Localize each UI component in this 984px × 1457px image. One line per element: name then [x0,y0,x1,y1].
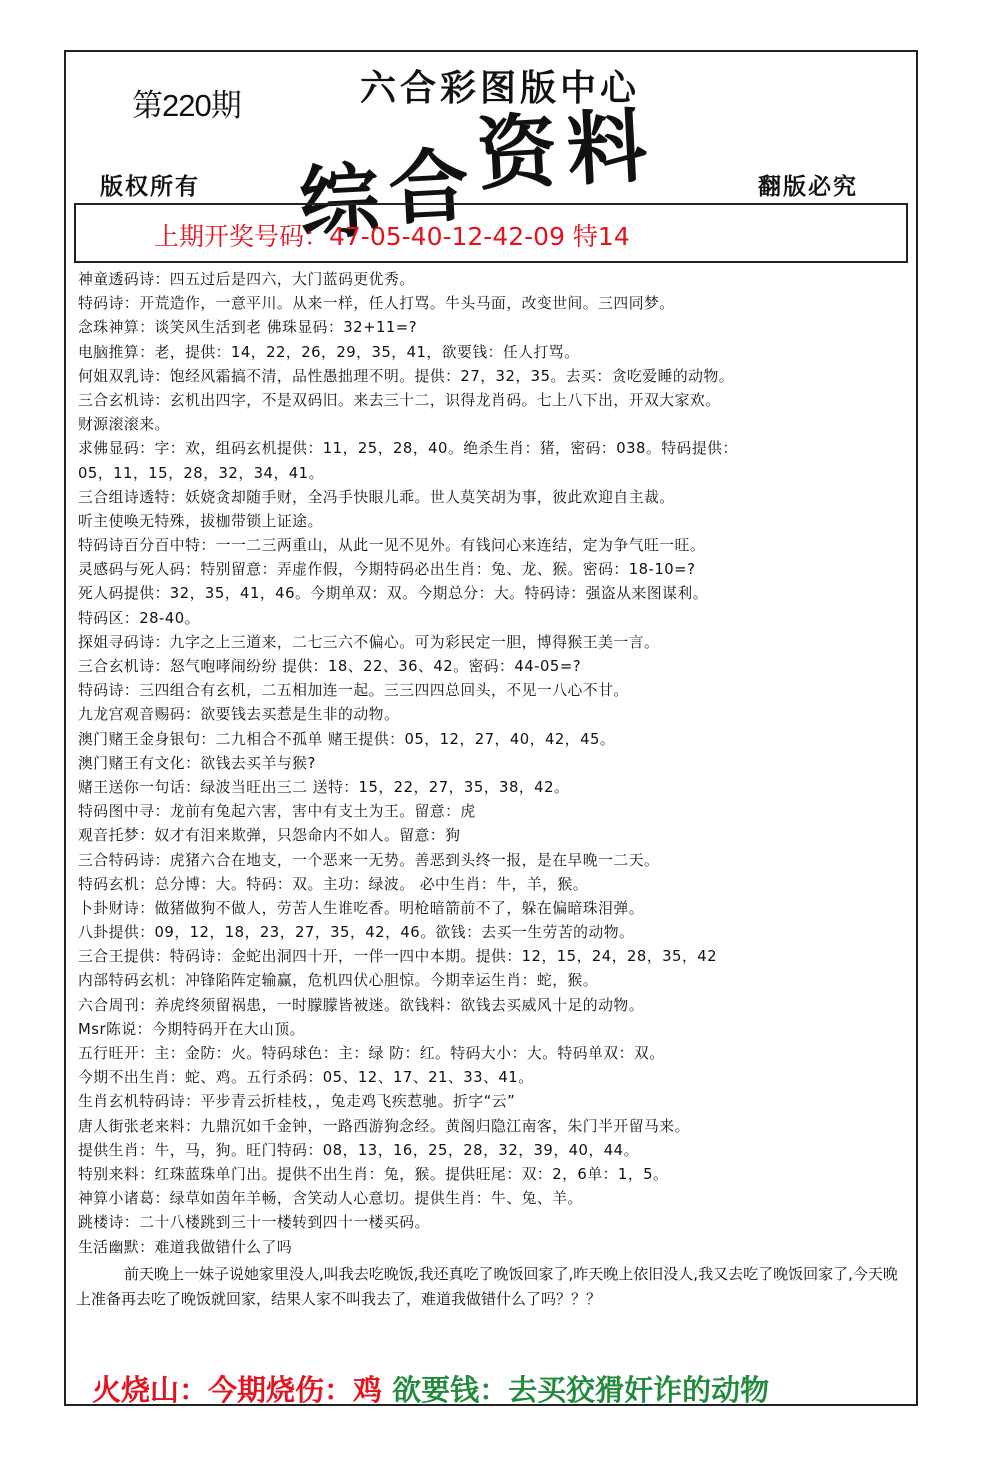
issue-number: 第220期 [132,88,241,123]
content-lines [78,268,914,1260]
footer-red-text: 火烧山：今期烧伤：鸡 [92,1373,393,1407]
piracy-warning-label: 翻版必究 [758,173,858,200]
big-title-char-4: 料 [564,98,660,197]
content-line: 念珠神算：谈笑风生活到老 佛珠显码：32+11=? [78,319,418,337]
content-line: 卜卦财诗：做猪做狗不做人，劳苦人生谁吃香。明枪暗箭前不了，躲在偏暗珠泪弹。 [78,899,644,917]
content-line: 灵感码与死人码：特别留意：弄虚作假，今期特码必出生肖：兔、龙、猴。密码：18-10=? [78,561,696,579]
content-line: 三合特码诗：虎猪六合在地支，一个恶来一无势。善恶到头终一报，是在早晚一二天。 [78,851,660,869]
content-line: 澳门赌王金身银句：二九相合不孤单 赌王提供：05，12，27，40，42，45。 [78,730,616,748]
content-line: 五行旺开：主：金防：火。特码球色：主：绿 防：红。特码大小：大。特码单双：双。 [78,1045,665,1062]
footer-slogan [92,1368,769,1409]
content-line: 唐人街张老来料：九鼎沉如千金钟，一路西游狗念经。黄阁归隐江南客，朱门半开留马来。 [78,1117,690,1135]
content-line: 内部特码玄机：冲锋陷阵定输赢，危机四伏心胆惊。今期幸运生肖：蛇，猴。 [78,972,599,990]
content-line: 听主使唤无特殊，拔枷带锁上证途。 [78,512,323,530]
content-line: 九龙宫观音赐码：欲要钱去买惹是生非的动物。 [78,706,400,724]
content-line: 神童透码诗：四五过后是四六，大门蓝码更优秀。 [78,271,415,288]
content-line: 生肖玄机特码诗：平步青云折桂枝，，兔走鸡飞疾惹驰。折字“云” [78,1093,516,1111]
content-line: 何姐双乳诗：饱经风霜搞不清，品性愚拙理不明。提供：27，32，35。去买：贪吃爱睡的动物。 [78,367,735,385]
footer-green-text: 欲要钱：去买狡猾奸诈的动物 [392,1373,770,1407]
humor-story: 前天晚上一妹子说她家里没人,叫我去吃晚饭,我还真吃了晚饭回家了,昨天晚上依旧没人,我又去吃了晚饭回家了,今天晚上准备再去吃了晚饭就回家，结果人家不叫我去了，难道我做错什么了吗？？？ [76,1265,898,1308]
content-line: 05，11，15，28，32，34，41。 [78,464,324,482]
big-title-char-3: 资 [474,103,570,202]
big-title-char-1: 综 [296,152,392,251]
content-line: 特码玄机：总分博：大。特码：双。主功：绿波。 必中生肖：牛，羊，猴。 [78,875,589,893]
big-title-char-2: 合 [386,137,482,237]
content-line: 三合组诗透特：妖娆贪却随手财，全冯手快眼儿乖。世人莫笑胡为事，彼此欢迎自主裁。 [78,488,675,506]
last-draw-numbers: 上期开奖号码：47-05-40-12-42-09 特14 [154,222,630,251]
content-line: 澳门赌王有文化：欲钱去买羊与猴? [78,754,316,772]
content-line: 死人码提供：32，35，41，46。今期单双：双。今期总分：大。特码诗：强盗从来图谋利。 [78,585,709,603]
content-line: 今期不出生肖：蛇、鸡。五行杀码：05、12、17、21、33、41。 [78,1069,534,1087]
rights-reserved-label: 版权所有 [100,173,200,200]
content-line: 生活幽默：难道我做错什么了吗 [78,1238,293,1256]
content-line: 特码诗：开荒造作，一意平川。从来一样，任人打骂。牛头马面，改变世间。三四同梦。 [78,295,675,313]
last-draw-banner [74,203,908,263]
content-line: 特码诗：三四组合有玄机，二五相加连一起。三三四四总回头，不见一八心不甘。 [78,682,629,700]
content-line: 六合周刊：养虎终须留祸患，一时朦朦皆被迷。欲钱料：欲钱去买威风十足的动物。 [78,996,644,1014]
center-title: 六合彩图版中心 [360,67,641,109]
content-line: 赌王送你一句话：绿波当旺出三二 送特：15，22，27，35，38，42。 [78,778,570,796]
content-line: 特别来料：红珠蓝珠单门出。提供不出生肖：兔，猴。提供旺尾：双：2，6单：1，5。 [78,1165,669,1183]
content-line: 电脑推算：老，提供：14，22，26，29，35，41，欲要钱：任人打骂。 [78,343,580,361]
content-line: 观音托梦：奴才有泪来欺弹，只怨命内不如人。留意：狗 [78,827,461,845]
content-line: 三合玄机诗：怒气咆哮闹纷纷 提供：18、22、36、42。密码：44-05=? [78,658,582,675]
content-line: 提供生肖：牛，马，狗。旺门特码：08，13，16，25，28，32，39，40，44。 [78,1141,639,1159]
content-line: 三合王提供：特码诗：金蛇出洞四十开，一伴一四中本期。提供：12，15，24，28，35，42 [78,948,718,966]
content-line: 八卦提供：09，12，18，23，27，35，42，46。欲钱：去买一生劳苦的动物。 [78,924,635,942]
content-line: 神算小诸葛：绿草如茵年羊畅，含笑动人心意切。提供生肖：牛、兔、羊。 [78,1190,583,1208]
content-line: 特码区：28-40。 [78,609,200,627]
content-line: 特码图中寻：龙前有兔起六害，害中有支土为王。留意：虎 [78,803,476,821]
content-line: 特码诗百分百中特：一一二三两重山，从此一见不见外。有钱问心来连结，定为争气旺一旺。 [78,537,706,555]
content-line: 求佛显码：字：欢，组码玄机提供：11，25，28，40。绝杀生肖：猪，密码：038。特码提供： [78,440,738,458]
content-line: 探姐寻码诗：九字之上三道来，二七三六不偏心。可为彩民定一胆，博得猴王美一言。 [78,633,660,651]
content-line: 三合玄机诗：玄机出四字，不是双码旧。来去三十二，识得龙肖码。七上八下出，开双大家欢。 [78,391,721,409]
content-line: 跳楼诗：二十八楼跳到三十一楼转到四十一楼买码。 [78,1214,430,1232]
content-line: 财源滚滚来。 [78,416,170,434]
content-line: Msr陈说：今期特码开在大山顶。 [78,1020,305,1038]
